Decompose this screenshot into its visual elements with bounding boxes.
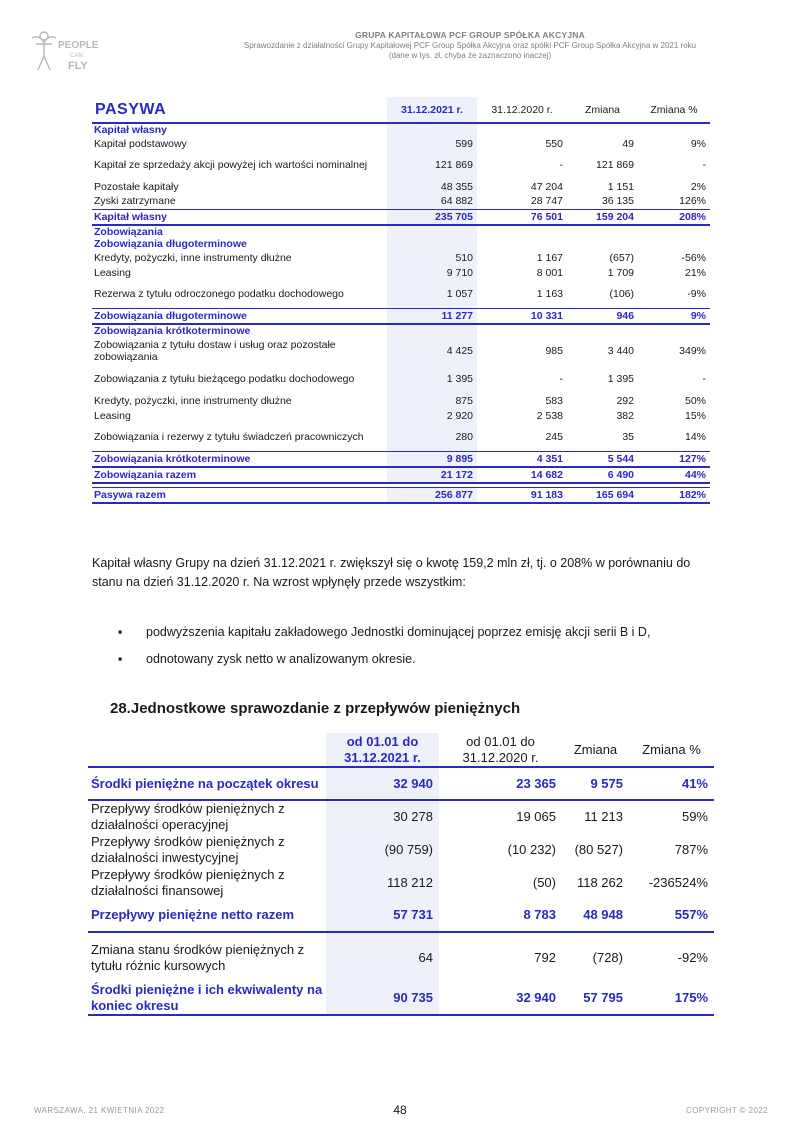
value-previous: 8 001 [536,266,563,279]
svg-text:CAN: CAN [70,53,83,59]
header-company: GRUPA KAPITAŁOWA PCF GROUP SPÓŁKA AKCYJNA [355,30,585,40]
value-change-pct: -56% [681,251,706,264]
value-change [567,238,638,250]
row-label: Zmiana stanu środków pieniężnych z tytułu różnic kursowych [91,941,305,973]
value-change-pct: -9% [687,287,706,300]
row-label: Kredyty, pożyczki, inne instrumenty dłużne [94,394,292,407]
row-label: Pasywa razem [92,487,387,503]
table-row [92,423,710,451]
row-label: Kapitał własny [94,124,167,136]
bullet-text: podwyższenia kapitału zakładowego Jednostki dominującej poprzez emisję akcji serii B i D, [146,625,651,639]
value-change-pct: 21% [684,266,706,279]
bullet-marker: ▪ [118,652,123,666]
row-label: Kredyty, pożyczki, inne instrumenty dłużne [94,251,292,264]
table-row [92,209,710,225]
value-change: (106) [609,287,634,300]
value-current: 11 277 [387,308,477,324]
section-heading: 28.Jednostkowe sprawozdanie z przepływów pieniężnych [110,700,521,717]
value-current: 30 278 [326,800,439,833]
value-change: 382 [616,409,634,422]
row-label: Środki pieniężne na początek okresu [88,767,326,800]
value-current: 4 425 [387,337,477,365]
value-previous: 550 [545,137,563,150]
row-label: Zobowiązania krótkoterminowe [94,325,251,337]
value-current: 118 212 [326,866,439,899]
value-previous: 8 783 [439,899,562,932]
value-current: 48 355 [387,179,477,194]
value-change-pct: 787% [674,841,708,857]
value-change: 35 [622,430,634,443]
value-current: (90 759) [326,833,439,866]
value-change: 48 948 [562,899,629,932]
value-current: 875 [387,393,477,408]
bullet-text: odnotowany zysk netto w analizowanym okresie. [146,652,416,666]
cashflow-col-change: Zmiana [562,733,629,767]
table-row [92,225,710,238]
row-label: Zobowiązania długoterminowe [92,308,387,324]
value-current: 121 869 [387,151,477,179]
value-change: (728) [592,949,623,965]
value-previous: 32 940 [439,982,562,1015]
row-label: Leasing [94,266,131,279]
value-change-pct: - [702,159,706,171]
balance-col-2020: 31.12.2020 r. [477,97,567,123]
row-label: Rezerwa z tytułu odroczonego podatku dochodowego [94,287,344,300]
value-current: 57 731 [326,899,439,932]
value-previous: 76 501 [477,209,567,225]
equity-paragraph: Kapitał własny Grupy na dzień 31.12.2021 r. zwiększył się o kwotę 159,2 mln zł, tj. o 208% w porównaniu do stanu na dzień 31.12.2020 r. Na wzrost wpłynęły przede wszystkim: [92,556,691,589]
value-previous [477,123,567,136]
value-change-pct: 208% [638,209,710,225]
value-current [387,123,477,136]
table-row [92,151,710,179]
table-row [88,899,714,932]
value-current [387,225,477,238]
value-change-pct: 2% [690,180,706,193]
value-previous: - [559,373,563,385]
value-change-pct: 127% [638,451,710,467]
value-previous: 28 747 [530,195,563,208]
value-change: 1 395 [607,373,634,385]
value-change-pct: 44% [638,467,710,483]
value-change-pct: 349% [679,345,706,357]
value-current: 64 882 [387,194,477,209]
value-change-pct: 14% [684,430,706,443]
header-units: (dane w tys. zł, chyba że zaznaczono inaczej) [388,51,552,60]
value-change: 5 544 [567,451,638,467]
page-number: 48 [393,1103,407,1117]
value-change-pct: -92% [677,949,708,965]
value-change: 9 575 [562,767,629,800]
value-current: 9 710 [387,265,477,280]
value-current: 21 172 [387,467,477,483]
row-label: Przepływy środków pieniężnych z działalności inwestycyjnej [91,833,285,865]
table-row [92,308,710,324]
balance-col-2021: 31.12.2021 r. [387,97,477,123]
value-change-pct: 59% [681,809,708,824]
cashflow-header-row [88,733,714,767]
value-change-pct [638,238,710,250]
value-previous [477,324,567,337]
row-label: Kapitał własny [92,209,387,225]
value-current: 64 [326,932,439,982]
value-previous: 792 [534,949,556,965]
value-previous: 583 [545,394,563,407]
value-change: 1 709 [607,266,634,279]
table-row [92,136,710,151]
value-change-pct: -236524% [648,874,708,890]
company-logo [30,26,99,76]
value-previous [477,238,567,250]
value-previous: 14 682 [477,467,567,483]
row-label: Przepływy środków pieniężnych z działalności finansowej [91,866,285,898]
balance-table [92,97,710,504]
value-current: 1 395 [387,365,477,393]
value-change: (80 527) [574,841,623,857]
value-change [567,123,638,136]
row-label: Przepływy środków pieniężnych z działalności operacyjnej [91,801,285,832]
value-change: 49 [622,137,634,150]
bullet-marker: ▪ [118,625,123,639]
value-previous: 10 331 [477,308,567,324]
row-label: Zyski zatrzymane [94,195,176,208]
value-current: 510 [387,250,477,265]
table-row [92,365,710,393]
balance-title: PASYWA [92,97,387,123]
value-change-pct: 175% [629,982,714,1015]
value-previous: 245 [545,430,563,443]
value-previous: 1 163 [536,287,563,300]
value-change: 159 204 [567,209,638,225]
row-label: Zobowiązania z tytułu bieżącego podatku dochodowego [94,373,355,385]
value-change-pct: 126% [679,195,706,208]
value-previous: - [559,159,563,171]
value-current: 9 895 [387,451,477,467]
balance-col-change: Zmiana [567,97,638,123]
footer-location-date: WARSZAWA, 21 KWIETNIA 2022 [34,1106,165,1115]
value-previous: 19 065 [516,809,556,824]
value-current: 599 [387,136,477,151]
value-previous: (10 232) [507,841,556,857]
value-change: 292 [616,394,634,407]
value-change [567,225,638,238]
value-previous: 47 204 [530,180,563,193]
table-row [92,337,710,365]
table-row [88,982,714,1015]
row-label: Zobowiązania [94,226,163,238]
table-row [88,866,714,899]
table-row [88,800,714,833]
header-subtitle: Sprawozdanie z działalności Grupy Kapitałowej PCF Group Spółka Akcyjna oraz spółki PCF Group Spółka Akcyjna w 2021 roku [243,41,697,50]
cashflow-col-label [88,733,326,767]
row-label: Zobowiązania i rezerwy z tytułu świadczeń pracowniczych [94,430,364,443]
value-current: 90 735 [326,982,439,1015]
value-change-pct: - [702,373,706,385]
value-change: 165 694 [567,487,638,503]
row-label: Zobowiązania krótkoterminowe [92,451,387,467]
value-previous: 23 365 [439,767,562,800]
value-change-pct [638,123,710,136]
row-label: Zobowiązania razem [92,467,387,483]
value-change: 6 490 [567,467,638,483]
value-change-pct: 9% [638,308,710,324]
table-row [92,250,710,265]
value-change-pct: 9% [690,137,706,150]
table-row [92,408,710,423]
value-change: 946 [567,308,638,324]
value-change: (657) [609,251,634,264]
cashflow-table [88,733,714,1016]
value-change: 36 135 [601,195,634,208]
table-row [92,451,710,467]
row-label: Środki pieniężne i ich ekwiwalenty na koniec okresu [88,982,326,1015]
value-change: 1 151 [607,180,634,193]
table-row [92,194,710,209]
table-row [92,487,710,503]
value-previous: 91 183 [477,487,567,503]
value-change-pct: 557% [629,899,714,932]
value-change: 118 262 [576,874,623,890]
value-current: 2 920 [387,408,477,423]
balance-header-row [92,97,710,123]
row-label: Zobowiązania długoterminowe [94,238,247,250]
value-change-pct: 50% [684,394,706,407]
table-row [92,123,710,136]
value-change-pct [638,324,710,337]
value-current: 32 940 [326,767,439,800]
value-change-pct: 182% [638,487,710,503]
value-current [387,238,477,250]
value-previous: (50) [532,874,556,890]
value-change-pct: 41% [629,767,714,800]
value-previous: 2 538 [536,409,563,422]
table-row [88,932,714,982]
row-label: Pozostałe kapitały [94,180,179,193]
value-change: 3 440 [607,345,634,357]
value-change-pct: 15% [684,409,706,422]
cashflow-col-2021: od 01.01 do 31.12.2021 r. [326,733,439,767]
value-previous [477,225,567,238]
value-change: 11 213 [584,809,623,824]
value-change: 121 869 [596,159,634,171]
cashflow-col-change-pct: Zmiana % [629,733,714,767]
table-row [92,179,710,194]
table-row [88,767,714,800]
value-previous: 985 [545,345,563,357]
table-row [92,238,710,250]
value-change: 57 795 [562,982,629,1015]
value-current: 235 705 [387,209,477,225]
table-row [92,324,710,337]
value-change-pct [638,225,710,238]
row-label: Kapitał ze sprzedaży akcji powyżej ich wartości nominalnej [94,159,368,171]
balance-col-change-pct: Zmiana % [638,97,710,123]
table-row [92,467,710,483]
row-label: Kapitał podstawowy [94,137,187,150]
value-previous: 4 351 [477,451,567,467]
row-label: Przepływy pieniężne netto razem [88,899,326,932]
value-current: 280 [387,423,477,451]
value-previous: 1 167 [536,251,563,264]
value-current: 1 057 [387,280,477,308]
table-row [92,265,710,280]
table-row [88,833,714,866]
value-change [567,324,638,337]
footer-copyright: COPYRIGHT © 2022 [686,1106,768,1115]
row-label: Zobowiązania z tytułu dostaw i usług oraz pozostałe zobowiązania [94,339,336,363]
row-label: Leasing [94,409,131,422]
table-row [92,280,710,308]
cashflow-col-2020: od 01.01 do 31.12.2020 r. [439,733,562,767]
table-row [92,393,710,408]
svg-text:FLY: FLY [68,60,88,72]
svg-text:PEOPLE: PEOPLE [58,40,99,51]
value-current [387,324,477,337]
value-current: 256 877 [387,487,477,503]
